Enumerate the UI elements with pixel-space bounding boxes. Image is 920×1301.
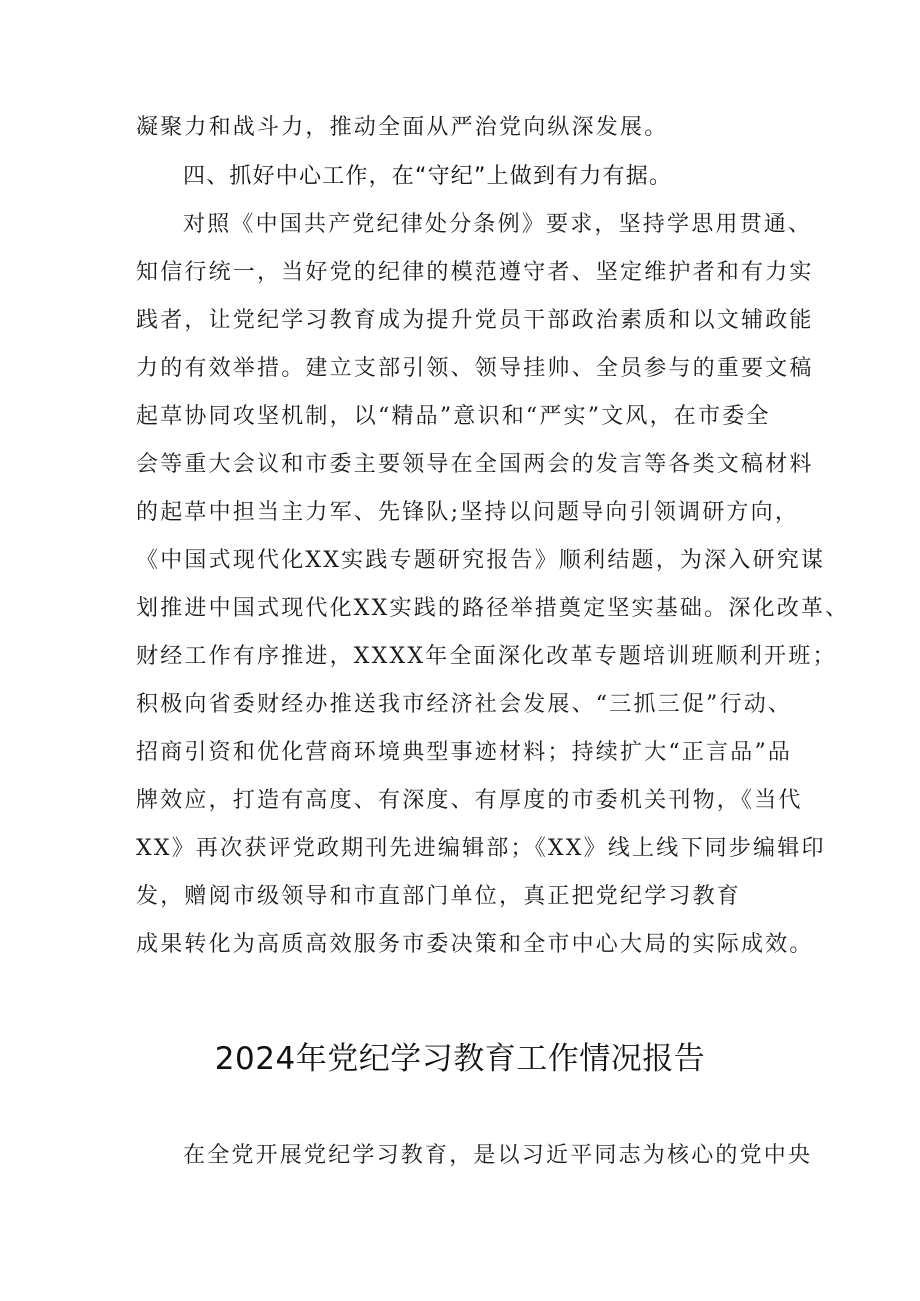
section-heading: 四、抓好中心工作，在“守纪”上做到有力有据。 — [183, 164, 673, 189]
paragraph-line: 会等重大会议和市委主要领导在全国两会的发言等各类文稿材料 — [136, 452, 814, 477]
document-title: 2024年党纪学习教育工作情况报告 — [214, 1041, 706, 1077]
paragraph-line: 发，赠阅市级领导和市直部门单位，真正把党纪学习教育 — [136, 884, 742, 909]
paragraph-line: 财经工作有序推进，XXXX年全面深化改革专题培训班顺利开班； — [136, 644, 837, 669]
paragraph-line: 划推进中国式现代化XX实践的路径举措奠定坚实基础。深化改革、 — [136, 596, 850, 621]
paragraph-line: 在全党开展党纪学习教育，是以习近平同志为核心的党中央 — [183, 1143, 813, 1168]
paragraph-line: 对照《中国共产党纪律处分条例》要求，坚持学思用贯通、 — [183, 212, 813, 237]
paragraph-line: XX》再次获评党政期刊先进编辑部；《XX》线上线下同步编辑印 — [136, 836, 826, 861]
paragraph-line: 《中国式现代化XX实践专题研究报告》顺利结题，为深入研究谋 — [136, 548, 826, 573]
paragraph-line: 力的有效举措。建立支部引领、领导挂帅、全员参与的重要文稿 — [136, 356, 814, 381]
paragraph-line: 知信行统一，当好党的纪律的模范遵守者、坚定维护者和有力实 — [136, 260, 814, 285]
paragraph-line: 牌效应，打造有高度、有深度、有厚度的市委机关刊物，《当代 — [136, 788, 803, 813]
paragraph-line: 的起草中担当主力军、先锋队;坚持以问题导向引领调研方向， — [136, 500, 800, 525]
paragraph-line: 招商引资和优化营商环境典型事迹材料；持续扩大“正言品”品 — [136, 740, 793, 765]
paragraph-line: 践者，让党纪学习教育成为提升党员干部政治素质和以文辅政能 — [136, 308, 814, 333]
paragraph-line: 起草协同攻坚机制，以“精品”意识和“严实”文风，在市委全 — [136, 404, 771, 429]
paragraph-line: 成果转化为高质高效服务市委决策和全市中心大局的实际成效。 — [136, 932, 814, 957]
paragraph-line: 凝聚力和战斗力，推动全面从严治党向纵深发展。 — [136, 115, 669, 140]
paragraph-line: 积极向省委财经办推送我市经济社会发展、“三抓三促”行动、 — [136, 692, 793, 717]
